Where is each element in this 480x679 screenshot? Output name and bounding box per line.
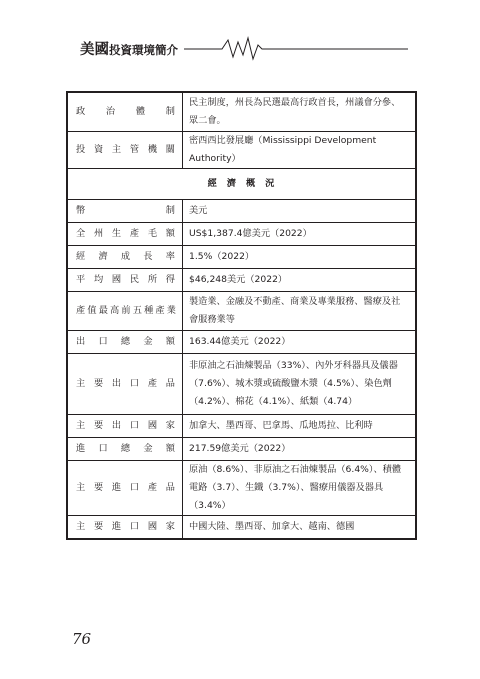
row-label: 主要出口國家 [67,415,183,438]
row-value: 加拿大、墨西哥、巴拿馬、瓜地馬拉、比利時 [183,415,417,438]
table-row [67,132,416,169]
row-value: 217.59億美元（2022） [183,438,417,461]
row-value: 163.44億美元（2022） [183,331,417,354]
table-row [67,354,416,415]
row-label: 政治體制 [67,92,183,132]
row-label: 主要進口國家 [67,516,183,540]
row-value: 原油（8.6%）、非原油之石油煉製品（6.4%）、積體電路（3.7）、生鐵（3.7%）、醫療用儀器及器具（3.4%） [183,461,417,516]
profile-table [66,91,417,540]
table-row [67,331,416,354]
table-row [67,461,416,516]
row-value: 製造業、金融及不動產、商業及專業服務、醫療及社會服務業等 [183,292,417,331]
section-title: 經濟概況 [67,169,416,200]
row-value: US$1,387.4億美元（2022） [183,223,417,246]
row-label: 進口總金額 [67,438,183,461]
row-value: 密西西比發展廳（Mississippi Development Authority） [183,132,417,169]
table-row [67,516,416,540]
row-label: 投資主管機關 [67,132,183,169]
row-label: 出口總金額 [67,331,183,354]
table-row [67,438,416,461]
row-label: 產值最高前五種產業 [67,292,183,331]
header-title-main: 美國 [80,42,109,58]
row-value: 民主制度，州長為民選最高行政首長，州議會分參、眾二會。 [183,92,417,132]
table-row [67,200,416,223]
table-row [67,292,416,331]
header-title-sub: 投資環境簡介 [109,43,178,57]
table-row [67,92,416,132]
row-label: 主要出口產品 [67,354,183,415]
header-title [80,38,178,59]
row-label: 經濟成長率 [67,246,183,269]
row-value: 非原油之石油煉製品（33%）、內外牙科器具及儀器（7.6%）、城木漿或硫酸鹽木漿（4.5%）、染色劑（4.2%）、棉花（4.1%）、紙類（4.74） [183,354,417,415]
row-label: 幣制 [67,200,183,223]
row-value: 美元 [183,200,417,223]
table-row [67,269,416,292]
table-row [67,223,416,246]
running-header [72,36,408,62]
page-number: 76 [72,630,92,648]
row-value: $46,248美元（2022） [183,269,417,292]
row-value: 1.5%（2022） [183,246,417,269]
section-header-row [67,169,416,200]
table-row [67,246,416,269]
table-row [67,415,416,438]
row-label: 平均國民所得 [67,269,183,292]
row-label: 主要進口產品 [67,461,183,516]
row-value: 中國大陸、墨西哥、加拿大、越南、德國 [183,516,417,540]
row-label: 全州生產毛額 [67,223,183,246]
